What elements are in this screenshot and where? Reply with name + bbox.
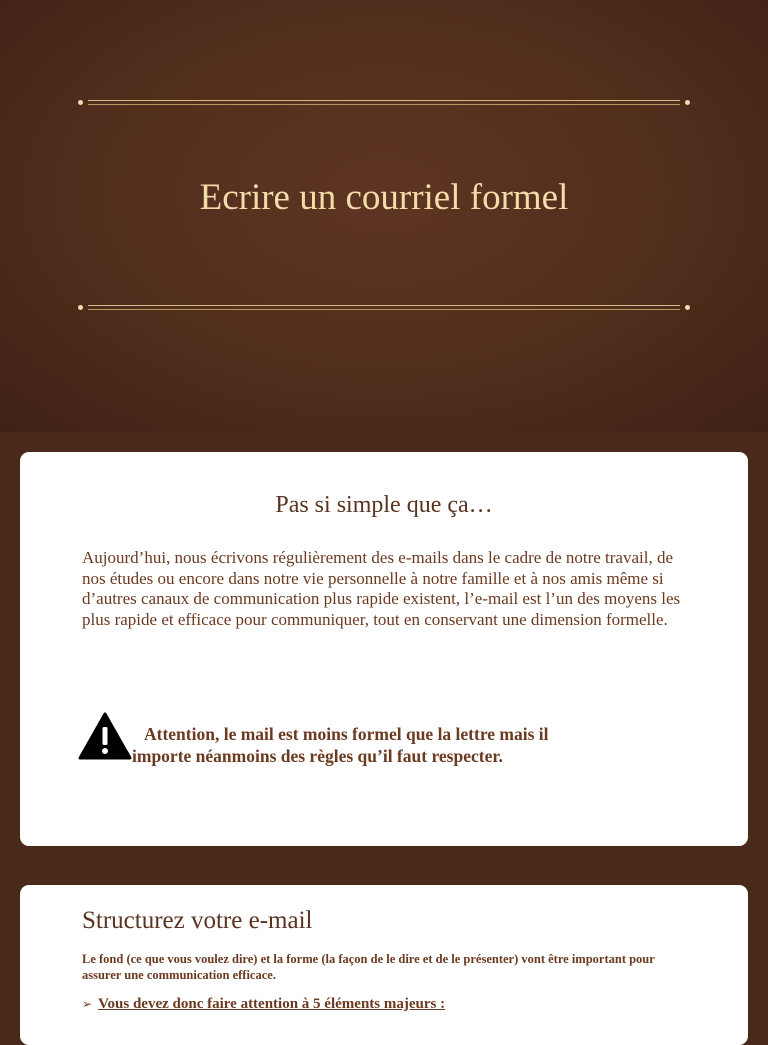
title-slide — [0, 0, 768, 432]
intro-paragraph: Aujourd’hui, nous écrivons régulièrement des e-mails dans le cadre de notre travail, de nos études ou encore dans notre vie personnelle à notre famille et à nos amis même si d’autres canaux de communication plus rapide existent, l’e-mail est l’un des moyens les plus rapide et efficace pour communiquer, tout en conservant une dimension formelle. — [82, 548, 681, 629]
warning-text — [132, 723, 692, 767]
bullet-item — [82, 996, 445, 1013]
structure-paragraph: Le fond (ce que vous voulez dire) et la forme (la façon de le dire et de le présenter) vont être important pour assurer une communication efficace. — [82, 952, 655, 982]
top-ornament-rule — [78, 100, 690, 106]
slide-heading: Structurez votre e-mail — [82, 907, 313, 934]
warning-triangle-icon — [78, 711, 132, 761]
slide-title: Ecrire un courriel formel — [199, 177, 569, 218]
bottom-ornament-rule — [78, 305, 690, 311]
slide-heading: Pas si simple que ça… — [275, 492, 493, 518]
content-slide-structure — [20, 885, 748, 1045]
warning-line-2: importe néanmoins des règles qu’il faut respecter. — [132, 746, 503, 766]
bullet-text: Vous devez donc faire attention à 5 éléments majeurs : — [98, 996, 446, 1012]
warning-line-1: Attention, le mail est moins formel que la lettre mais il — [144, 724, 549, 744]
arrow-bullet-icon: ➢ — [82, 997, 93, 1011]
content-slide-intro — [20, 452, 748, 846]
